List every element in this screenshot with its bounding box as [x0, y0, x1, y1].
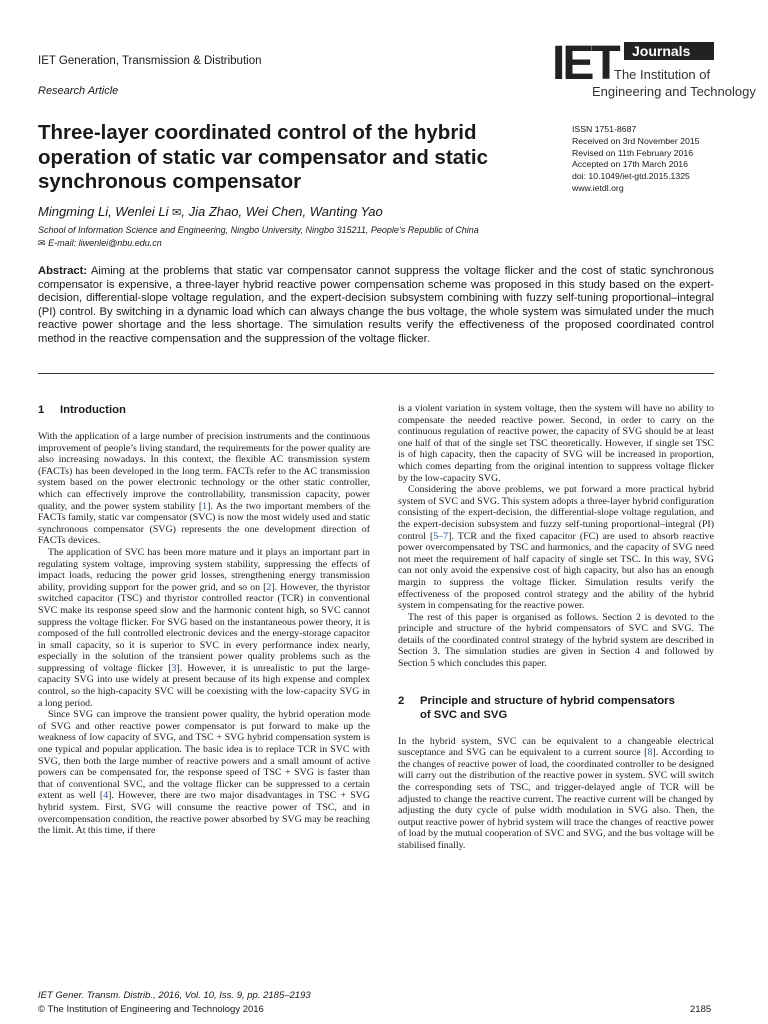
abstract-text: Aiming at the problems that static var compensator cannot suppress the voltage flicker and the cost of static synchronous compensator is expensive, a three-layer hybrid reactive power compensation scheme was proposed in this study based on the expert-decision, differential-slope voltage regulation, and the expert-decision subsystem combining with fuzzy self-tuning proportional–integral (PI) control. By switching in a dynamic load which can always change the bus voltage, the whole system was simulated under the much reactive power shortage and the less shortage. The simulation results verify the effectiveness of the proposed coordinated control method in the reactive compensation and the suppression of the voltage flicker. [38, 265, 714, 345]
logo-journals-badge: Journals [624, 42, 714, 60]
article-meta [572, 124, 700, 195]
left-column [38, 403, 370, 837]
citation-link[interactable]: 5–7 [433, 530, 449, 542]
contact-email [38, 238, 162, 249]
authors-part1: Mingming Li, Wenlei Li [38, 204, 169, 219]
section-1-title: Introduction [60, 404, 126, 416]
paragraph: The rest of this paper is organised as follows. Section 2 is devoted to the principle and structure of the hybrid compensators of SVC and SVG. The details of the coordinated control strategy of the hybrid system are described in Section 3. The simulation studies are given in Section 4 and followed by Section 5 which concludes this paper. [398, 611, 714, 670]
section-2-heading [398, 694, 714, 722]
footer-copyright: © The Institution of Engineering and Technology 2016 [38, 1004, 264, 1015]
authors-part2: , Jia Zhao, Wei Chen, Wanting Yao [181, 204, 383, 219]
issn: ISSN 1751-8687 [572, 124, 637, 134]
paragraph: The application of SVC has been more mature and it plays an important part in regulating system voltage, improving system stability, suppressing the effects of impact loads, reducing the power grid losses, strengthening energy transmission ability, providing support for the power grid, and so on [2]. However, the thyristor switched capacitor (TSC) and thyristor controlled reactor (TCR) in conventional SVC make its response speed slow and the harmonic content high, so SVC cannot suppress the voltage flicker. For SVG based on the instantaneous power theory, it is composed of the full controlled electronic devices and the energy-storage capacitor in small capacity, so it is superior to SVC in every performance index nearly, especially in the solution of the transient power quality problems such as the suppressing of voltage flicker [3]. However, it is unrealistic to put the large-capacity SVG into use widely at present because of its high expense and complex control, so the high-capacity SVC will be coexisting with the low-capacity SVG in a long period. [38, 546, 370, 709]
article-type: Research Article [38, 85, 119, 97]
corresponding-author-mail-icon: ✉ [172, 207, 182, 219]
logo-iet-text: IET [552, 37, 618, 90]
received-date: Received on 3rd November 2015 [572, 135, 700, 146]
section-1-number: 1 [38, 404, 45, 416]
iet-logo [552, 37, 756, 120]
page-number: 2185 [690, 1004, 712, 1015]
accepted-date: Accepted on 17th March 2016 [572, 159, 688, 170]
abstract-label: Abstract: [38, 265, 88, 277]
paper-title: Three-layer coordinated control of the hybrid operation of static var compensator and static synchronous compensator [38, 121, 488, 193]
logo-institution-line1: The Institution of [614, 67, 711, 82]
section-2-number: 2 [398, 694, 405, 707]
paragraph: Considering the above problems, we put forward a more practical hybrid system of SVC and SVG. This system adopts a three-layer hybrid configuration consisting of the expert-decision, the differential-slope voltage regulation, and the expert-decision subsystem and fuzzy self-tuning proportional–integral (PI) control [5–7]. TCR and the fixed capacitor (FC) are used to absorb reactive power overcompensated by TSC and harmonics, and the capacity of SVG need not meet the requirement of half capacity of single set TSC. In this way, SVG can not only avoid the expensive cost of high capacity, but also has an enough margin to suppress the voltage flicker. Simulation results verify the effectiveness of the proposed control strategy and the ability of the hybrid system in compensating for the reactive power. [398, 484, 714, 612]
journal-url-link[interactable]: www.ietdl.org [572, 182, 624, 193]
section-2-title-line2: of SVC and SVG [420, 708, 508, 721]
journal-name: IET Generation, Transmission & Distribution [38, 55, 262, 67]
abstract [38, 265, 714, 346]
paragraph: In the hybrid system, SVC can be equivalent to a changeable electrical susceptance and SVG can be equivalent to a current source [8]. According to the changes of reactive power of load, the coordinated controller to be designed will carry out the distribution of the reactive power in system. SVC will switch the corresponding sets of TSC, and trigger-delayed angle of TCR will be adjusted to change the reactive current. The reactive current will be changed by adjusting the duty cycle of pulse width modulation in SVG also. Then, the output reactive power of hybrid system will trace the changes of reactive power of load by the mutual cooperation of SVC and SVG, and the bus voltage will be stabilised finally. [398, 735, 714, 851]
logo-institution-line2: Engineering and Technology [592, 84, 756, 99]
footer-citation: IET Gener. Transm. Distrib., 2016, Vol. 10, Iss. 9, pp. 2185–2193 [38, 990, 311, 1001]
citation-link[interactable]: 1 [202, 500, 208, 512]
author-list [38, 204, 383, 219]
section-2-title-line1: Principle and structure of hybrid compensators [420, 694, 675, 707]
section-1-heading [38, 403, 370, 417]
revised-date: Revised on 11th February 2016 [572, 147, 694, 158]
affiliation: School of Information Science and Engineering, Ningbo University, Ningbo 315211, People’s Republic of China [38, 225, 479, 235]
paragraph: is a violent variation in system voltage, then the system will have no ability to compensate the needed reactive power. Second, in order to carry on the continuous regulation of reactive power, the capacity of SVG should be at least one half of that of the single set TSC theoretically. However, if single set TSC is of high capacity, then the capacity of SVG will be increased in proportion, which comes departing from the original intention to suppress voltage flicker by the low-capacity SVG. [398, 403, 714, 484]
citation-link[interactable]: 3 [171, 662, 177, 674]
citation-link[interactable]: 2 [266, 581, 272, 593]
paragraph: Since SVG can improve the transient power quality, the hybrid operation mode of SVG and other reactive power compensator is put forward to make up the weakness of low capacity of SVG, and TSC + SVG hybrid compensation system is one typical and popular application. The basic idea is to replace TCR in SVC with SVG, then both the large number of reactive powers and a small amount of active powers can be compensated for, the response speed of TSC + SVG is faster than that of conventional SVC, and the voltage flicker can be suppressed to a certain extent as well [4]. However, there are two major disadvantages in TSC + SVG hybrid system. First, SVG will consume the reactive power of TSC, and in overcompensation condition, the reactive power absorbed by SVG may be reaching the limit. At this time, if there [38, 709, 370, 837]
mail-icon: ✉ [38, 238, 46, 248]
email-text[interactable]: E-mail: liwenlei@nbu.edu.cn [48, 238, 162, 248]
citation-link[interactable]: 4 [103, 790, 109, 802]
citation-link[interactable]: 8 [647, 747, 653, 759]
right-column [398, 403, 714, 852]
doi-link[interactable]: doi: 10.1049/iet-gtd.2015.1325 [572, 171, 690, 182]
paragraph: With the application of a large number of precision instruments and the continuous improvement of people’s living standard, the requirements for the power quality are also increasing nowadays. In this context, the flexible AC transmission system (FACTs) has been developed in the long term. FACTs refer to the AC transmission system based on the power electronic technology or the other static controller, which can effectively improve the controllability, transmission capacity, power quality, and the power system stability [1]. As the two important members of the FACTs family, static var compensator (SVC) is now the most widely used and static synchronous compensator (SVG) represents the one development direction of FACTs devices. [38, 431, 370, 547]
header-divider [38, 373, 714, 374]
